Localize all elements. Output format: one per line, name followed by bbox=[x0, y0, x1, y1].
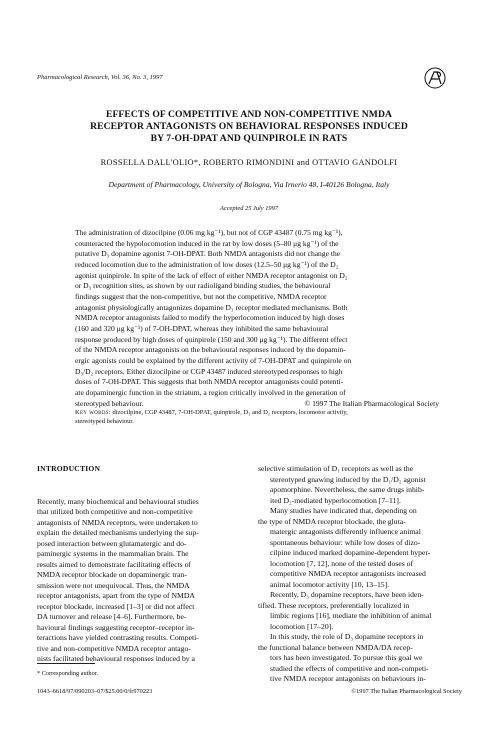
paragraph-continued bbox=[258, 643, 460, 685]
abstract-line: ergic agonists could be explained by the different activity of 7-OH-DPAT and quinpirole on bbox=[75, 355, 352, 365]
body-line: receptor blockade, increased [1–3] or did not affect bbox=[37, 601, 195, 611]
footer-copyright: ©1997 The Italian Pharmacological Society bbox=[351, 688, 462, 695]
body-line: tive NMDA receptor antagonists on behaviours in- bbox=[270, 674, 426, 683]
abstract-line: antagonist physiologically antagonizes dopamine D₃ receptor mediated mechanisms. Both bbox=[75, 302, 348, 312]
author-list: ROSSELLA DALL'OLIO*, ROBERTO RIMONDINI and OTTAVIO GANDOLFI bbox=[100, 158, 398, 167]
abstract-line: D₃/D₂ receptors. Either dizocilpine or CGP 43487 induced stereotyped responses to high bbox=[75, 366, 343, 376]
keywords bbox=[75, 408, 439, 426]
abstract-line: stereotyped behaviour. bbox=[75, 398, 144, 408]
left-column bbox=[37, 464, 250, 665]
footnote: * Corresponding author. bbox=[37, 670, 99, 677]
body-line: Recently, D₃ dopamine receptors, have been iden- bbox=[270, 590, 424, 599]
body-line: tive and non-competitive NMDA receptor antago- bbox=[37, 643, 191, 653]
body-line: results aimed to demonstrate facilitating effects of bbox=[37, 559, 191, 569]
body-line: cilpine induced marked dopamine-dependent hyper- bbox=[270, 548, 431, 557]
body-line: paminergic systems in the mammalian brain. The bbox=[37, 549, 189, 558]
body-line: posed interaction between glutamatergic and do- bbox=[37, 538, 187, 548]
title-line: RECEPTOR ANTAGONISTS ON BEHAVIORAL RESPONSES INDUCED bbox=[90, 121, 408, 132]
body-line: DA turnover and release [4–6]. Furthermore, be- bbox=[37, 612, 187, 621]
keywords-text: dizocilpine, CGP 43487, 7-OH-DPAT, quinpirole, D₃ and D₂ receptors, locomotor activity, bbox=[112, 409, 348, 416]
abstract-line: reduced locomotion due to the administration of low doses (12.5–50 μg kg⁻¹) of the D₂ bbox=[75, 259, 339, 269]
body-line: explain the detailed mechanisms underlying the sup- bbox=[37, 528, 199, 537]
body-line: locomotion [17–20]. bbox=[270, 621, 334, 631]
abstract-line: putative D₃ dopamine agonist 7-OH-DPAT. Both NMDA antagonists did not change the bbox=[75, 249, 341, 259]
abstract-line: response produced by high doses of quinpirole (150 and 300 μg kg⁻¹). The different effect bbox=[75, 334, 348, 344]
paragraph-continued bbox=[258, 601, 460, 633]
abstract-line: doses of 7-OH-DPAT. This suggests that both NMDA receptor antagonists could potenti- bbox=[75, 377, 344, 387]
body-line: NMDA receptor blockade on dopaminergic tran- bbox=[37, 570, 187, 579]
body-line: animal locomotor activity [10, 13–15]. bbox=[270, 579, 390, 589]
abstract-line: or D₃ recognition sites, as shown by our radioligand binding studies, the behavioural bbox=[75, 281, 331, 291]
article-code: 1043–6618/97/090203–07/$25.00/0/fr970223 bbox=[37, 688, 153, 695]
body-line: locomotion [7, 12], none of the tested doses of bbox=[270, 558, 414, 568]
article-title bbox=[40, 109, 458, 145]
body-line: tified. These receptors, preferentially localized in bbox=[258, 600, 410, 610]
footnote-divider bbox=[37, 663, 95, 664]
journal-citation: Pharmacological Research, Vol. 36, No. 3, 1997 bbox=[37, 74, 163, 81]
abstract-line: findings suggest that the non-competitive, but not the competitive, NMDA receptor bbox=[75, 291, 327, 301]
body-line: limbic regions [16], mediate the inhibition of animal bbox=[270, 611, 432, 620]
right-column bbox=[258, 464, 460, 685]
paragraph bbox=[258, 506, 460, 517]
paragraph-continued bbox=[258, 517, 460, 591]
body-line: tors has been investigated. To pursue this goal we bbox=[270, 653, 423, 662]
body-line: selective stimulation of D₁ receptors as well as the bbox=[258, 464, 414, 473]
title-line: EFFECTS OF COMPETITIVE AND NON-COMPETITIVE NMDA bbox=[105, 109, 393, 120]
body-line: stereotyped gnawing induced by the D₁/D₂ agonist bbox=[270, 474, 426, 484]
body-line: antagonists of NMDA receptors, were undertaken to bbox=[37, 517, 198, 527]
publisher-logo-icon bbox=[424, 67, 446, 89]
title-line: BY 7-OH-DPAT AND QUINPIROLE IN RATS bbox=[150, 133, 348, 144]
paragraph bbox=[258, 464, 460, 506]
abstract-line: The administration of dizocilpine (0.06 mg kg⁻¹), but not of CGP 43487 (0.75 mg kg⁻¹), bbox=[75, 228, 343, 237]
abstract bbox=[75, 228, 439, 409]
body-line: nists facilitated behavioural responses induced by a bbox=[37, 654, 195, 663]
abstract-line: agonist quinpirole. In spite of the lack of effect of either NMDA receptor antagonist on D₂ bbox=[75, 270, 348, 280]
abstract-line: ate dopaminergic function in the striatum, a region critically involved in the generation of bbox=[75, 387, 346, 397]
body-line: spontaneous behaviour: while low doses of dizo- bbox=[270, 537, 421, 547]
body-line: competitive NMDA receptor antagonists increased bbox=[270, 569, 426, 578]
body-line: the type of NMDA receptor blockade, the gluta- bbox=[258, 516, 406, 526]
abstract-line: (160 and 320 μg kg⁻¹) of 7-OH-DPAT, whereas they inhibited the same behavioural bbox=[75, 323, 329, 333]
abstract-line: NMDA receptor antagonists failed to modify the hyperlocomotion induced by high doses bbox=[75, 313, 345, 323]
body-line: that utilized both competitive and non-competitive bbox=[37, 507, 193, 516]
paragraph bbox=[258, 590, 460, 601]
body-line: Many studies have indicated that, depending on bbox=[270, 506, 417, 515]
body-line: havioural findings suggesting receptor–receptor in- bbox=[37, 622, 195, 632]
paragraph bbox=[258, 632, 460, 643]
keywords-label: Key words: bbox=[75, 409, 111, 416]
abstract-copyright: © 1997 The Italian Pharmacological Society bbox=[304, 398, 439, 408]
body-line: receptor antagonists, apart from the type of NMDA bbox=[37, 591, 195, 600]
body-line: apomorphine. Nevertheless, the same drugs inhib- bbox=[270, 485, 425, 494]
body-line: In this study, the role of D₃ dopamine receptors in bbox=[270, 632, 424, 641]
keywords-text: stereotyped behaviour. bbox=[75, 418, 134, 425]
body-line: smission were not unequivocal. Thus, the NMDA bbox=[37, 580, 190, 590]
abstract-line: of the NMDA receptor antagonists on the behavioural responses induced by the dopamin- bbox=[75, 345, 346, 355]
body-line: the functional balance between NMDA/DA recep- bbox=[258, 642, 413, 652]
body-line: matergic antagonists differently influence animal bbox=[270, 527, 421, 536]
abstract-line: counteracted the hypolocomotion induced in the rat by low doses (5–80 μg kg⁻¹) of the bbox=[75, 238, 339, 248]
body-line: Recently, many biochemical and behavioural studies bbox=[37, 496, 199, 506]
body-line: ited D₂-mediated hyperlocomotion [7–11]. bbox=[270, 495, 401, 505]
body-line: teractions have yielded contrasting results. Competi- bbox=[37, 633, 199, 642]
section-heading: INTRODUCTION bbox=[37, 464, 101, 473]
body-line: studied the effects of competitive and non-competi- bbox=[270, 663, 429, 673]
affiliation: Department of Pharmacology, University of Bologna, Via Irnerio 48, I-40126 Bologna, Italy bbox=[108, 180, 390, 189]
accepted-date: Accepted 25 July 1997 bbox=[219, 205, 279, 212]
